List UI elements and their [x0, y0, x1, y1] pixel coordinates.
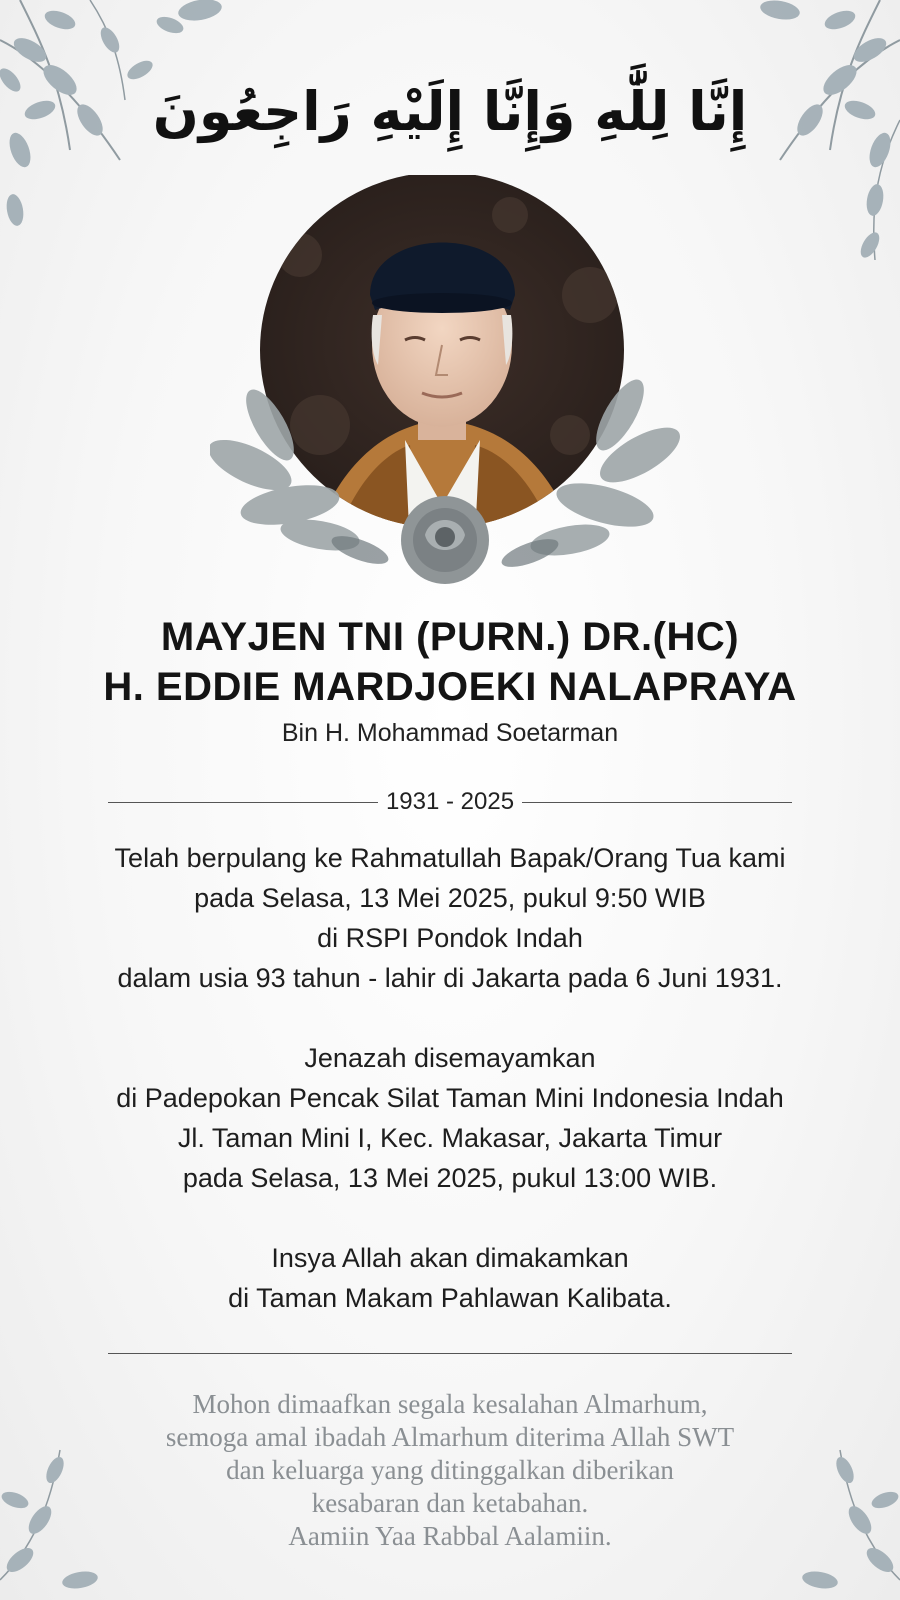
divider-right	[522, 802, 792, 803]
life-years: 1931 - 2025	[385, 788, 515, 815]
text-line: Jl. Taman Mini I, Kec. Makasar, Jakarta Timur	[177, 1123, 723, 1153]
prayer-line: Mohon dimaafkan segala kesalahan Almarhum,	[192, 1389, 708, 1419]
life-years-row	[108, 782, 792, 822]
text-line: Insya Allah akan dimakamkan	[271, 1243, 629, 1273]
divider-left	[108, 802, 378, 803]
text-line: di Padepokan Pencak Silat Taman Mini Indonesia Indah	[116, 1083, 784, 1113]
closing-prayer	[60, 1388, 840, 1553]
prayer-line: dan keluarga yang ditinggalkan diberikan	[226, 1455, 674, 1485]
prayer-line: semoga amal ibadah Almarhum diterima Allah SWT	[165, 1422, 735, 1452]
lying-in-state-paragraph	[40, 1038, 860, 1198]
text-line: Jenazah disemayamkan	[304, 1043, 596, 1073]
text-line: pada Selasa, 13 Mei 2025, pukul 13:00 WIB.	[182, 1163, 718, 1193]
text-line: di Taman Makam Pahlawan Kalibata.	[228, 1283, 672, 1313]
arabic-heading: إِنَّا لِلَّٰهِ وَإِنَّا إِلَيْهِ رَاجِعُونَ	[152, 80, 748, 143]
text-line: di RSPI Pondok Indah	[317, 923, 583, 953]
name-full-line: H. EDDIE MARDJOEKI NALAPRAYA	[103, 665, 797, 709]
deceased-name-block	[0, 612, 900, 754]
prayer-line: Aamiin Yaa Rabbal Aalamiin.	[288, 1521, 612, 1551]
rose-icon	[401, 496, 489, 584]
burial-paragraph	[40, 1238, 860, 1318]
parent-name: Bin H. Mohammad Soetarman	[281, 719, 619, 747]
announcement-text	[40, 838, 860, 1318]
text-line: dalam usia 93 tahun - lahir di Jakarta pada 6 Juni 1931.	[117, 963, 783, 993]
death-paragraph	[40, 838, 860, 998]
text-line: pada Selasa, 13 Mei 2025, pukul 9:50 WIB	[194, 883, 706, 913]
prayer-line: kesabaran dan ketabahan.	[311, 1488, 589, 1518]
text-line: Telah berpulang ke Rahmatullah Bapak/Orang Tua kami	[114, 843, 786, 873]
divider-bottom	[108, 1353, 792, 1354]
portrait-photo	[210, 175, 680, 595]
name-title-line: MAYJEN TNI (PURN.) DR.(HC)	[160, 615, 740, 659]
